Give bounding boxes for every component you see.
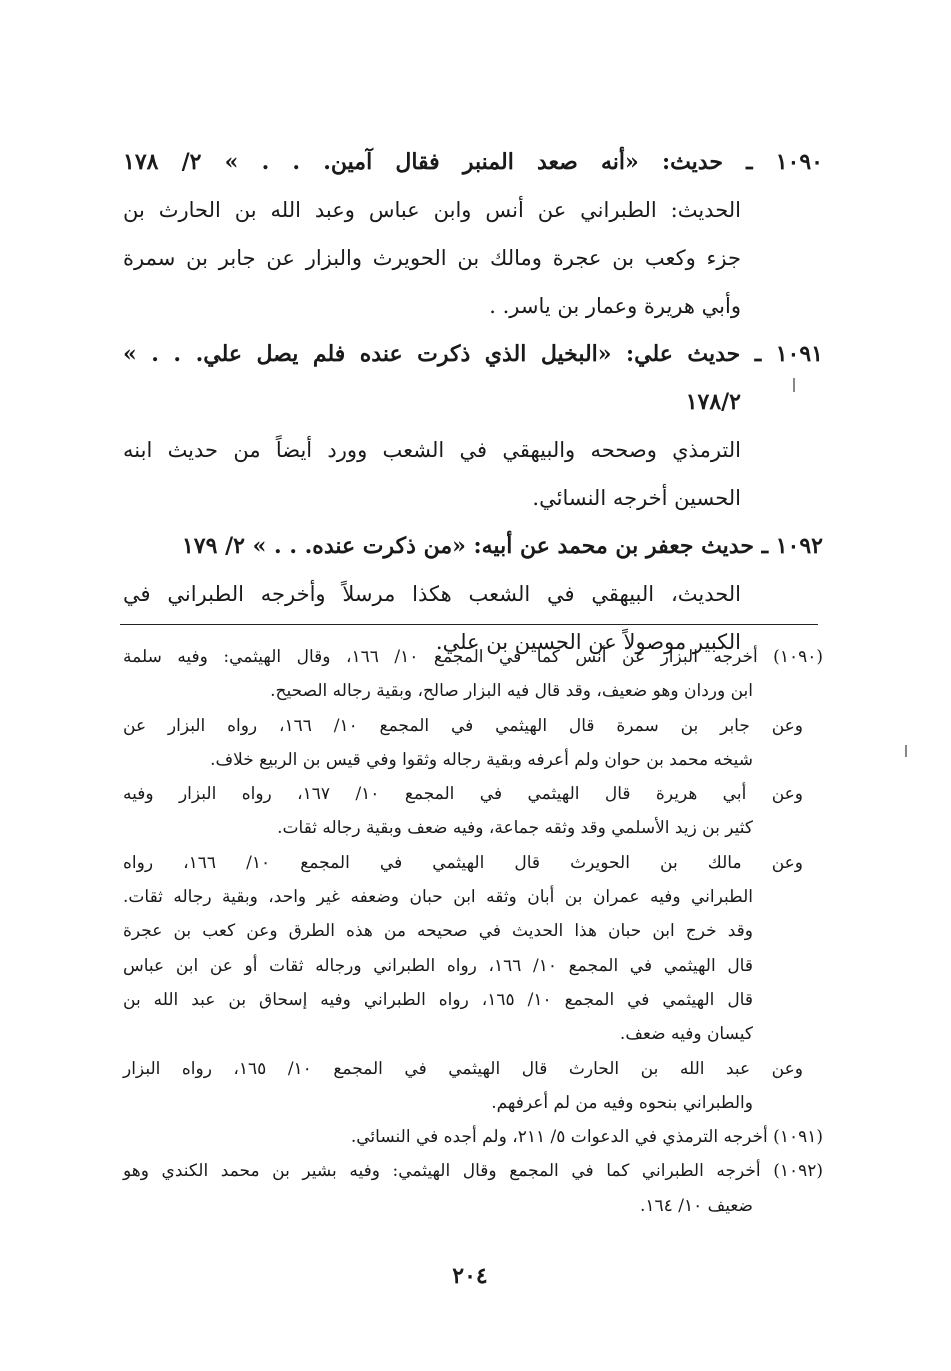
footnote-line: (١٠٩٠) أخرجه البزار عن أنس كما في المجمع ١٠/ ١٦٦، وقال الهيثمي: وفيه سلمة	[123, 647, 823, 667]
footnote-line: وعن مالك بن الحويرث قال الهيثمي في المجمع ١٠/ ١٦٦، رواه	[123, 852, 803, 873]
footnote-line: ضعيف ١٠/ ١٦٤.	[640, 1195, 753, 1216]
hadith-heading: ١٠٩٠ ـ حديث: «أنه صعد المنبر فقال آمين. . . » ٢/ ١٧٨	[123, 149, 823, 175]
margin-mark	[905, 745, 907, 757]
footnote-line: وقد خرج ابن حبان هذا الحديث في صحيحه من هذه الطرق وعن كعب بن عجرة	[123, 921, 753, 942]
hadith-body-line: الحسين أخرجه النسائي.	[532, 486, 741, 510]
hadith-heading: ١٠٩٢ ـ حديث جعفر بن محمد عن أبيه: «من ذكرت عنده. . . » ٢/ ١٧٩	[181, 533, 823, 559]
footnote-line: كثير بن زيد الأسلمي وقد وثقه جماعة، وفيه ضعف وبقية رجاله ثقات.	[277, 818, 753, 839]
footnote-line: (١٠٩٢) أخرجه الطبراني كما في المجمع وقال الهيثمي: وفيه بشير بن محمد الكندي وهو	[123, 1161, 823, 1182]
hadith-body-line: الكبير موصولاً عن الحسين بن علي.	[435, 630, 741, 654]
footnote-divider	[120, 624, 818, 625]
hadith-body-line: جزء وكعب بن عجرة ومالك بن الحويرث والبزار عن جابر بن سمرة	[123, 246, 742, 270]
hadith-body-line: الحديث: الطبراني عن أنس وابن عباس وعبد الله بن الحارث بن	[123, 198, 741, 222]
footnote-line: كيسان وفيه ضعف.	[619, 1024, 753, 1045]
hadith-body-line: الحديث، البيهقي في الشعب هكذا مرسلاً وأخرجه الطبراني في	[123, 582, 741, 606]
margin-mark	[793, 378, 795, 392]
entry-1090	[123, 138, 823, 330]
footnote-line: وعن عبد الله بن الحارث قال الهيثمي في المجمع ١٠/ ١٦٥، رواه البزار	[123, 1058, 803, 1079]
main-text	[123, 138, 823, 666]
footnote-line: قال الهيثمي في المجمع ١٠/ ١٦٥، رواه الطبراني وفيه إسحاق بن عبد الله بن	[123, 989, 753, 1010]
entry-1091	[123, 330, 823, 522]
hadith-body-line: الترمذي وصححه والبيهقي في الشعب وورد أيضاً من حديث ابنه	[123, 438, 741, 462]
hadith-heading-ref: ١٧٨/٢	[685, 389, 741, 415]
footnotes	[123, 640, 823, 1223]
footnote-line: ابن وردان وهو ضعيف، وقد قال فيه البزار صالح، وبقية رجاله الصحيح.	[270, 681, 753, 702]
footnote-line: وعن جابر بن سمرة قال الهيثمي في المجمع ١٠/ ١٦٦، رواه البزار عن	[123, 715, 803, 736]
footnote-line: والطبراني بنحوه وفيه من لم أعرفهم.	[491, 1092, 753, 1113]
footnote-line: وعن أبي هريرة قال الهيثمي في المجمع ١٠/ ١٦٧، رواه البزار وفيه	[123, 784, 803, 805]
footnote-line: الطبراني وفيه عمران بن أبان وثقه ابن حبان وضعفه غير واحد، وبقية رجاله ثقات.	[123, 887, 753, 908]
page-number: ٢٠٤	[452, 1263, 488, 1289]
footnote-line: (١٠٩١) أخرجه الترمذي في الدعوات ٥/ ٢١١، ولم أجده في النسائي.	[350, 1127, 823, 1148]
footnote-line: قال الهيثمي في المجمع ١٠/ ١٦٦، رواه الطبراني ورجاله ثقات أو عن ابن عباس	[123, 955, 753, 976]
hadith-body-line: وأبي هريرة وعمار بن ياسر. .	[489, 294, 741, 318]
footnote-line: شيخه محمد بن حوان ولم أعرفه وبقية رجاله وثقوا وفي قيس بن الربيع خلاف.	[210, 749, 753, 770]
hadith-heading: ١٠٩١ ـ حديث علي: «البخيل الذي ذكرت عنده فلم يصل علي. . . »	[123, 341, 823, 367]
